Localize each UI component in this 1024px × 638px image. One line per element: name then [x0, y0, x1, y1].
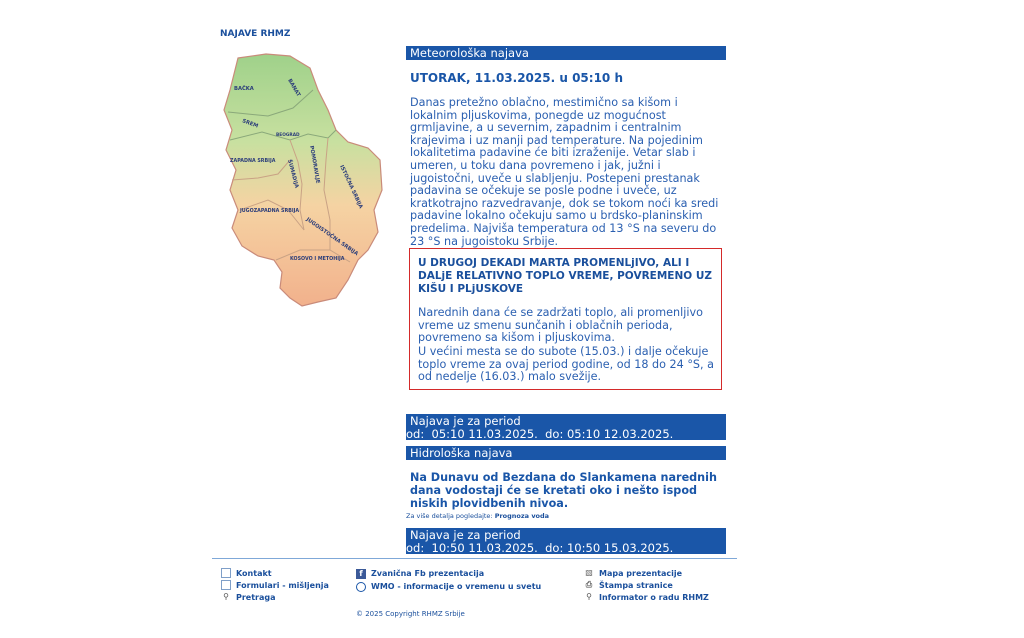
hydro-text: Na Dunavu od Bezdana do Slankamena narednih dana vodostaji će se kretati oko i nešto ispod niskih plovidbenih nivoa. — [410, 471, 717, 510]
footer-link-label: Kontakt — [236, 568, 272, 578]
meteo-period-bar — [406, 414, 726, 440]
form-icon — [221, 580, 231, 590]
contact-icon — [221, 568, 231, 578]
footer-col-3 — [584, 567, 709, 603]
wmo-logo-icon — [356, 582, 366, 592]
footer-link-label: Zvanična Fb prezentacija — [371, 569, 485, 578]
footer-col-1 — [221, 567, 329, 603]
meteo-date: UTORAK, 11.03.2025. u 05:10 h — [410, 71, 623, 85]
hydro-header: Hidrološka najava — [406, 446, 726, 460]
alert-text-2: U većini mesta se do subote (15.03.) i dalje očekuje toplo vreme za ovaj period godine, od 18 do 24 °S, a od nedelje (16.03.) malo svežije. — [418, 345, 714, 384]
map-label-srem[interactable]: SREM — [241, 118, 259, 130]
footer-link-label: Pretraga — [236, 592, 276, 602]
search-icon: ⚲ — [223, 592, 229, 601]
map-label-jugoistocna[interactable]: JUGOISTOČNA SRBIJA — [304, 216, 360, 258]
copyright: © 2025 Copyright RHMZ Srbije — [356, 610, 465, 618]
alert-text-1: Narednih dana će se zadržati toplo, ali promenljivo vreme uz smenu sunčanih i oblačnih perioda, povremeno sa kišom i pljuskovima. — [418, 306, 703, 345]
meteo-text: Danas pretežno oblačno, mestimično sa kišom i lokalnim pljuskovima, ponegde uz mogućnost grmljavine, a u severnim, zapadnim i centralnim krajevima i uz manji pad temperature. Na pojedinim lokalitetima padavine će biti izraženije. Vetar slab i umeren, u toku dana povremeno i jak, južni i jugoistočni, uveče u slabljenju. Postepeni prestanak padavina se očekuje se posle podne i uveče, uz kratkotrajno razvedravanje, dok se tokom noći ka sredi padavine lokalno očekuju samo u brdsko-planinskim predelima. Najviša temperatura od 13 °S na severu do 23 °S na jugoistoku Srbije. — [410, 96, 719, 248]
sitemap-icon: ▧ — [585, 568, 593, 577]
alert-title: U DRUGOJ DEKADI MARTA PROMENLjIVO, ALI I DALjE RELATIVNO TOPLO VREME, POVREMENO UZ KIŠU I PLjUSKOVE — [418, 257, 712, 295]
map-label-istocna[interactable]: ISTOČNA SRBIJA — [338, 164, 364, 210]
meteo-alert-box — [409, 248, 722, 390]
map-label-pomoravlje[interactable]: POMORAVLJE — [308, 145, 321, 185]
footer-link-label: Formulari - mišljenja — [236, 580, 329, 590]
prognoza-voda-link[interactable]: Prognoza voda — [494, 512, 550, 520]
hydro-period-bar — [406, 528, 726, 554]
footer-link-label: WMO - informacije o vremenu u svetu — [371, 582, 542, 591]
facebook-icon: f — [356, 569, 366, 579]
sidebar-title: NAJAVE RHMZ — [220, 29, 291, 39]
footer-link-mapa[interactable] — [584, 567, 709, 579]
footer-col-2 — [356, 567, 541, 593]
footer-link-label: Mapa prezentacije — [599, 568, 683, 578]
footer-link-pretraga[interactable] — [221, 591, 329, 603]
hydro-details-prefix: Za više detalja pogledajte: — [406, 512, 493, 520]
map-label-backa[interactable]: BAČKA — [234, 86, 254, 92]
serbia-regions-map[interactable] — [218, 50, 388, 308]
map-label-zapadna[interactable]: ZAPADNA SRBIJA — [230, 159, 276, 164]
meteo-header: Meteorološka najava — [406, 46, 726, 60]
map-label-jugozapadna[interactable]: JUGOZAPADNA SRBIJA — [240, 209, 300, 214]
footer-separator — [212, 558, 737, 559]
footer-link-label: Informator o radu RHMZ — [599, 592, 709, 602]
hydro-period-value: od: 10:50 11.03.2025. do: 10:50 15.03.2025. — [406, 540, 674, 555]
hydro-period-label: Najava je za period — [410, 528, 521, 542]
footer-link-formulari[interactable] — [221, 579, 329, 591]
map-label-beograd[interactable]: BEOGRAD — [276, 133, 300, 138]
footer-link-wmo[interactable] — [356, 580, 541, 593]
search-icon: ⚲ — [586, 592, 592, 601]
map-label-sumadija[interactable]: ŠUMADIJA — [286, 158, 300, 189]
hydro-details — [406, 512, 549, 520]
footer-link-kontakt[interactable] — [221, 567, 329, 579]
meteo-period-value: od: 05:10 11.03.2025. do: 05:10 12.03.2025. — [406, 426, 674, 441]
footer-link-informator[interactable] — [584, 591, 709, 603]
meteo-period-label: Najava je za period — [410, 414, 521, 428]
print-icon: ⎙ — [585, 580, 593, 589]
map-label-kosovo[interactable]: KOSOVO I METOHIJA — [290, 257, 345, 262]
footer-link-label: Štampa stranice — [599, 580, 673, 590]
map-label-banat[interactable]: BANAT — [286, 78, 302, 98]
footer-link-facebook[interactable] — [356, 567, 541, 580]
footer-link-stampa[interactable] — [584, 579, 709, 591]
